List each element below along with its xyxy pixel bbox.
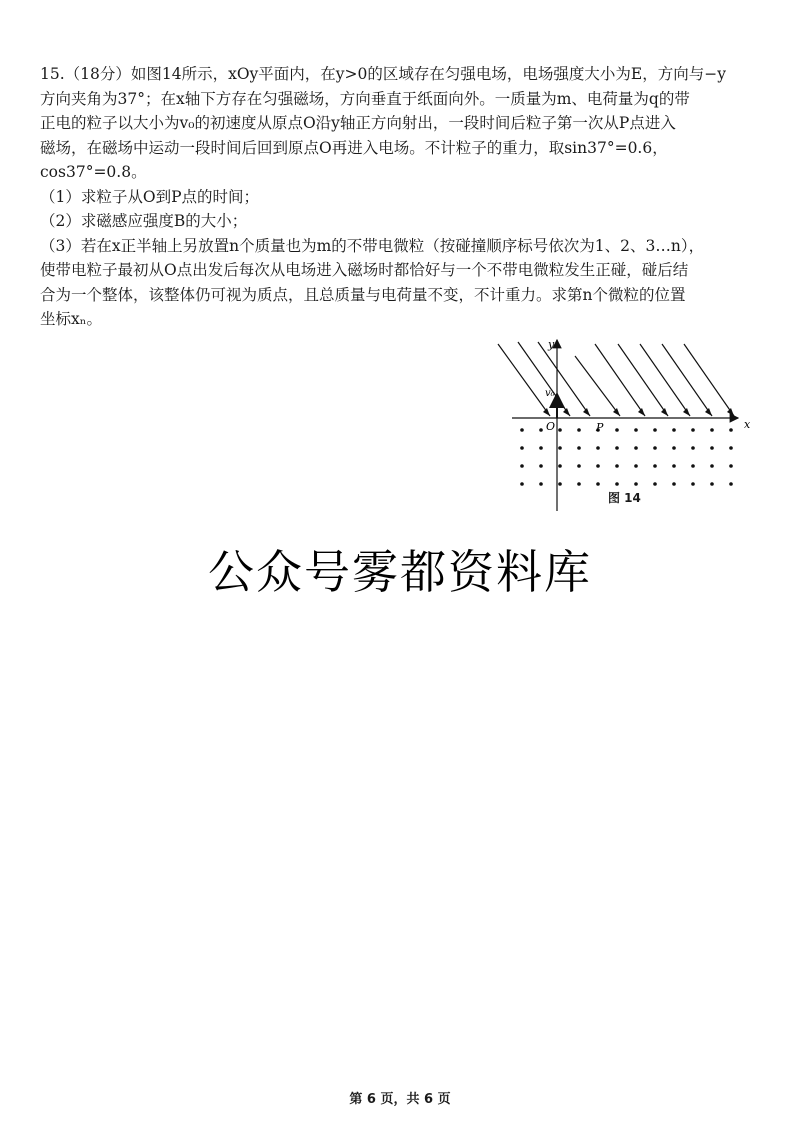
question-3-line: （3）若在x正半轴上另放置n个质量也为m的不带电微粒（按碰撞顺序标号依次为1、2、3…n）， bbox=[40, 236, 705, 255]
problem-text-line: 15.（18分）如图14所示，xOy平面内，在y>0的区域存在匀强电场，电场强度大小为E，方向与−y bbox=[40, 65, 726, 83]
field-dot bbox=[710, 464, 714, 468]
y-axis-label: y bbox=[548, 338, 555, 351]
field-arrowheads bbox=[543, 408, 734, 416]
field-dot bbox=[710, 428, 714, 432]
field-dot bbox=[520, 428, 524, 432]
field-dot bbox=[691, 446, 695, 450]
field-dot bbox=[653, 464, 657, 468]
field-dot bbox=[539, 428, 543, 432]
field-dot bbox=[729, 482, 733, 486]
field-dot bbox=[520, 482, 524, 486]
question-2: （2）求磁感应强度B的大小； bbox=[40, 212, 248, 230]
field-dot bbox=[672, 446, 676, 450]
figure-caption: 图 14 bbox=[608, 491, 641, 505]
page-footer: 第 6 页，共 6 页 bbox=[349, 1092, 451, 1107]
problem-text-line: cos37°=0.8。 bbox=[40, 163, 147, 181]
field-dot bbox=[691, 464, 695, 468]
field-dot bbox=[691, 428, 695, 432]
field-dot bbox=[634, 464, 638, 468]
field-dot bbox=[577, 428, 581, 432]
field-dot bbox=[596, 482, 600, 486]
field-dot bbox=[558, 428, 562, 432]
v0-label: v₀ bbox=[545, 388, 555, 399]
field-dot bbox=[539, 446, 543, 450]
field-dot bbox=[539, 482, 543, 486]
field-dot bbox=[520, 464, 524, 468]
field-dot bbox=[577, 482, 581, 486]
field-dot bbox=[710, 482, 714, 486]
field-dot bbox=[729, 446, 733, 450]
problem-text-line: 正电的粒子以大小为v₀的初速度从原点O沿y轴正方向射出，一段时间后粒子第一次从P点进入 bbox=[40, 114, 676, 132]
field-dot bbox=[615, 464, 619, 468]
field-dot bbox=[634, 446, 638, 450]
question-3-line: 使带电粒子最初从O点出发后每次从电场进入磁场时都恰好与一个不带电微粒发生正碰，碰后结 bbox=[40, 261, 689, 279]
origin-label: O bbox=[546, 420, 556, 433]
field-dot bbox=[520, 446, 524, 450]
field-dot bbox=[710, 446, 714, 450]
problem-text-line: 磁场，在磁场中运动一段时间后回到原点O再进入电场。不计粒子的重力，取sin37°=0.6， bbox=[40, 138, 668, 157]
field-dot bbox=[615, 446, 619, 450]
field-dot bbox=[558, 464, 562, 468]
field-dot bbox=[729, 464, 733, 468]
field-dot bbox=[596, 464, 600, 468]
problem-15 bbox=[40, 62, 760, 332]
field-dot bbox=[653, 482, 657, 486]
field-dot bbox=[539, 464, 543, 468]
field-dot bbox=[596, 446, 600, 450]
field-dot bbox=[558, 446, 562, 450]
field-dot bbox=[672, 482, 676, 486]
field-dot bbox=[634, 482, 638, 486]
field-dot bbox=[615, 428, 619, 432]
point-p-label: P bbox=[596, 421, 604, 434]
field-dot bbox=[615, 482, 619, 486]
field-dot bbox=[653, 428, 657, 432]
question-3-line: 合为一个整体，该整体仍可视为质点，且总质量与电荷量不变，不计重力。求第n个微粒的位置 bbox=[40, 285, 686, 304]
field-dot bbox=[558, 482, 562, 486]
watermark-text: 公众号雾都资料库 bbox=[208, 545, 592, 599]
x-axis-label: x bbox=[744, 418, 751, 431]
field-dot bbox=[577, 446, 581, 450]
field-dot bbox=[653, 446, 657, 450]
problem-text-line: 方向夹角为37°；在x轴下方存在匀强磁场，方向垂直于纸面向外。一质量为m、电荷量为q的带 bbox=[40, 89, 690, 108]
field-dot bbox=[577, 464, 581, 468]
field-dot bbox=[729, 428, 733, 432]
question-3-line: 坐标xₙ。 bbox=[40, 310, 102, 328]
field-dot bbox=[672, 428, 676, 432]
electric-field-lines bbox=[498, 342, 734, 416]
magnetic-field-dots bbox=[520, 428, 733, 486]
field-dot bbox=[634, 428, 638, 432]
question-1: （1）求粒子从O到P点的时间； bbox=[40, 187, 259, 206]
field-dot bbox=[672, 464, 676, 468]
field-dot bbox=[691, 482, 695, 486]
